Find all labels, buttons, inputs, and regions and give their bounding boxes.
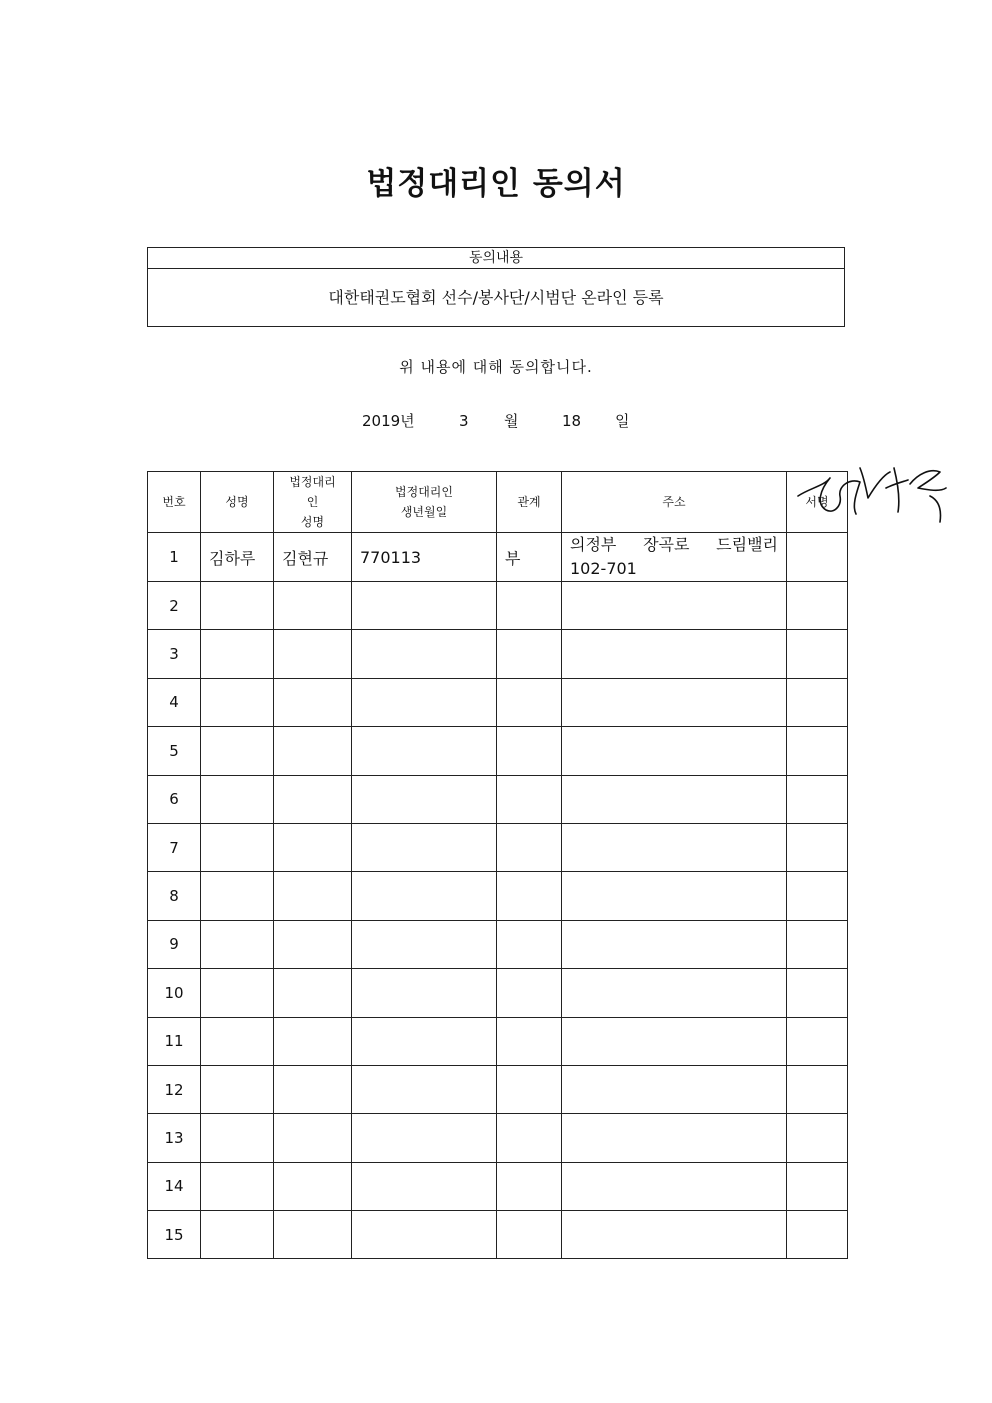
address-line1 <box>570 533 778 557</box>
row-guardian-birth <box>352 969 497 1017</box>
row-signature <box>787 630 848 678</box>
row-guardian-birth <box>352 1065 497 1113</box>
row-number: 4 <box>148 678 201 726</box>
header-guardian-birth-line2: 생년월일 <box>400 505 448 519</box>
table-row <box>148 920 848 968</box>
table-row <box>148 1114 848 1162</box>
consent-box <box>147 247 845 327</box>
consent-content: 대한태권도협회 선수/봉사단/시범단 온라인 등록 <box>328 288 664 307</box>
row-guardian-birth <box>352 1017 497 1065</box>
row-guardian-birth <box>352 727 497 775</box>
table-row <box>148 582 848 630</box>
row-name <box>201 775 274 823</box>
date-month-unit: 월 <box>504 412 519 430</box>
row-name <box>201 1162 274 1210</box>
row-guardian-name <box>274 823 352 871</box>
row-signature <box>787 872 848 920</box>
date-year: 2019년 <box>362 412 415 430</box>
row-address <box>562 678 787 726</box>
row-signature <box>787 582 848 630</box>
row-relation <box>497 727 562 775</box>
row-number: 12 <box>148 1065 201 1113</box>
row-guardian-birth <box>352 1162 497 1210</box>
row-name <box>201 969 274 1017</box>
row-name <box>201 1065 274 1113</box>
row-guardian-birth <box>352 678 497 726</box>
row-signature <box>787 1065 848 1113</box>
table-row <box>148 775 848 823</box>
header-signature: 서명 <box>787 472 848 533</box>
row-guardian-name <box>274 1017 352 1065</box>
table-row <box>148 969 848 1017</box>
row-relation <box>497 823 562 871</box>
row-relation <box>497 1211 562 1259</box>
row-number: 5 <box>148 727 201 775</box>
row-name <box>201 920 274 968</box>
row-number: 8 <box>148 872 201 920</box>
row-signature <box>787 1114 848 1162</box>
row-address <box>562 775 787 823</box>
row-guardian-birth <box>352 920 497 968</box>
row-number: 15 <box>148 1211 201 1259</box>
row-signature <box>787 920 848 968</box>
table-row <box>148 872 848 920</box>
row-guardian-birth: 770113 <box>352 533 497 582</box>
row-name: 김하루 <box>201 533 274 582</box>
row-address <box>562 1114 787 1162</box>
table-row <box>148 678 848 726</box>
row-number: 7 <box>148 823 201 871</box>
table-row <box>148 1065 848 1113</box>
row-signature <box>787 969 848 1017</box>
row-name <box>201 582 274 630</box>
row-signature <box>787 823 848 871</box>
table-row <box>148 727 848 775</box>
row-guardian-name <box>274 1114 352 1162</box>
row-relation <box>497 582 562 630</box>
row-relation <box>497 775 562 823</box>
row-number: 1 <box>148 533 201 582</box>
row-signature <box>787 678 848 726</box>
row-name <box>201 1017 274 1065</box>
address-line2: 102-701 <box>570 559 637 578</box>
row-address <box>562 969 787 1017</box>
table-row <box>148 630 848 678</box>
row-name <box>201 678 274 726</box>
header-guardian-name <box>274 472 352 533</box>
row-guardian-birth <box>352 775 497 823</box>
table-row <box>148 1017 848 1065</box>
row-guardian-birth <box>352 1211 497 1259</box>
table-row <box>148 533 848 582</box>
row-number: 10 <box>148 969 201 1017</box>
header-no: 번호 <box>148 472 201 533</box>
row-signature <box>787 775 848 823</box>
table-header-row <box>148 472 848 533</box>
row-relation <box>497 872 562 920</box>
row-address <box>562 872 787 920</box>
row-name <box>201 727 274 775</box>
row-address <box>562 533 787 582</box>
row-number: 9 <box>148 920 201 968</box>
row-signature <box>787 727 848 775</box>
row-number: 6 <box>148 775 201 823</box>
row-address <box>562 727 787 775</box>
row-relation <box>497 678 562 726</box>
header-guardian-name-line2: 인 <box>306 495 319 509</box>
table-row <box>148 1211 848 1259</box>
table-row <box>148 1162 848 1210</box>
row-guardian-name <box>274 630 352 678</box>
date-month: 3 <box>459 412 469 430</box>
row-name <box>201 1114 274 1162</box>
date-day-unit: 일 <box>615 412 630 430</box>
row-address <box>562 1162 787 1210</box>
row-address <box>562 1065 787 1113</box>
table-row <box>148 823 848 871</box>
row-guardian-name: 김현규 <box>274 533 352 582</box>
header-name: 성명 <box>201 472 274 533</box>
row-address <box>562 823 787 871</box>
row-relation <box>497 969 562 1017</box>
row-name <box>201 1211 274 1259</box>
row-guardian-birth <box>352 582 497 630</box>
row-guardian-name <box>274 969 352 1017</box>
row-signature <box>787 1211 848 1259</box>
address-part: 의정부 <box>570 535 617 554</box>
guardian-table <box>147 471 848 1259</box>
row-name <box>201 823 274 871</box>
row-relation <box>497 1065 562 1113</box>
row-guardian-birth <box>352 872 497 920</box>
row-guardian-name <box>274 775 352 823</box>
row-address <box>562 630 787 678</box>
row-relation <box>497 1114 562 1162</box>
row-address <box>562 582 787 630</box>
row-number: 13 <box>148 1114 201 1162</box>
row-signature <box>787 1017 848 1065</box>
row-relation <box>497 1162 562 1210</box>
header-guardian-birth-line1: 법정대리인 <box>395 485 453 499</box>
header-relation: 관계 <box>497 472 562 533</box>
row-name <box>201 872 274 920</box>
row-number: 3 <box>148 630 201 678</box>
row-guardian-birth <box>352 823 497 871</box>
row-guardian-name <box>274 678 352 726</box>
row-relation: 부 <box>497 533 562 582</box>
row-relation <box>497 1017 562 1065</box>
row-number: 14 <box>148 1162 201 1210</box>
row-guardian-name <box>274 1065 352 1113</box>
row-address <box>562 1017 787 1065</box>
address-part: 드림밸리 <box>716 535 778 554</box>
address-part: 장곡로 <box>643 535 690 554</box>
row-name <box>201 630 274 678</box>
header-address: 주소 <box>562 472 787 533</box>
row-relation <box>497 630 562 678</box>
header-guardian-name-line1: 법정대리 <box>289 475 336 489</box>
row-guardian-name <box>274 1211 352 1259</box>
consent-heading: 동의내용 <box>148 248 844 269</box>
row-signature <box>787 533 848 582</box>
row-guardian-name <box>274 727 352 775</box>
document-title: 법정대리인 동의서 <box>366 166 626 202</box>
row-signature <box>787 1162 848 1210</box>
row-address <box>562 1211 787 1259</box>
header-guardian-birth <box>352 472 497 533</box>
row-guardian-birth <box>352 630 497 678</box>
row-address <box>562 920 787 968</box>
row-guardian-name <box>274 920 352 968</box>
row-guardian-name <box>274 872 352 920</box>
header-guardian-name-line3: 성명 <box>300 515 325 529</box>
agreement-statement: 위 내용에 대해 동의합니다. <box>399 358 593 376</box>
row-guardian-birth <box>352 1114 497 1162</box>
row-relation <box>497 920 562 968</box>
row-number: 2 <box>148 582 201 630</box>
handwritten-signature-icon <box>790 448 960 528</box>
row-guardian-name <box>274 582 352 630</box>
row-guardian-name <box>274 1162 352 1210</box>
row-number: 11 <box>148 1017 201 1065</box>
date-day: 18 <box>562 412 582 430</box>
